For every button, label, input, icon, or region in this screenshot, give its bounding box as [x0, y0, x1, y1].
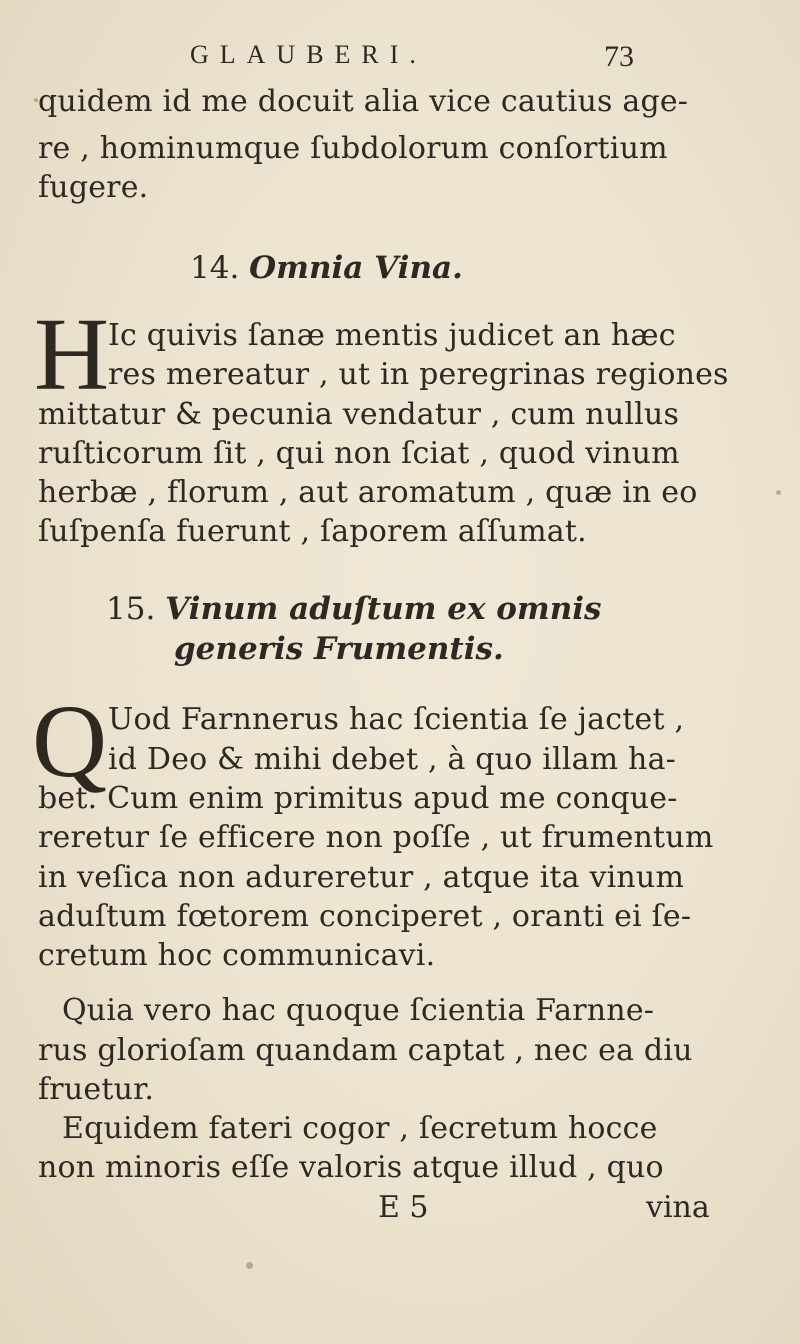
catchword: vina: [646, 1190, 710, 1225]
paper-speck: [776, 490, 781, 495]
text-line: ſuſpenſa fuerunt , ſaporem aſſumat.: [38, 514, 587, 549]
text-line: fruetur.: [38, 1072, 155, 1107]
section-heading-15: [106, 590, 601, 628]
section-title: Vinum aduſtum ex omnis: [165, 591, 602, 627]
section-number: 14.: [190, 250, 240, 286]
section-number: 15.: [106, 591, 156, 627]
drop-cap: H: [34, 297, 110, 412]
section-heading-15-continued: [174, 630, 504, 668]
page-number: 73: [604, 40, 634, 73]
text-line: Uod Farnnerus hac ſcientia ſe jactet ,: [108, 702, 685, 737]
text-line: re , hominumque ſubdolorum conſortium: [38, 131, 668, 166]
text-line: aduſtum fœtorem conciperet , oranti ei ſe-: [38, 899, 692, 934]
text-line: cretum hoc communicavi.: [38, 938, 436, 973]
text-line: herbæ , florum , aut aromatum , quæ in eo: [38, 475, 698, 510]
text-line: non minoris eſſe valoris atque illud , quo: [38, 1150, 664, 1185]
text-line: fugere.: [38, 170, 149, 205]
section-title: generis Frumentis.: [174, 631, 504, 667]
running-head: GLAUBERI.: [190, 40, 427, 69]
text-line: ruſticorum ſit , qui non ſciat , quod vinum: [38, 436, 680, 471]
text-line: in veſica non adureretur , atque ita vinum: [38, 860, 685, 895]
paper-speck: [246, 1262, 253, 1269]
text-line: res mereatur , ut in peregrinas regiones: [108, 357, 729, 392]
section-title: Omnia Vina.: [249, 250, 463, 286]
text-line: bet. Cum enim primitus apud me conque-: [38, 781, 678, 816]
text-line: quidem id me docuit alia vice cautius age-: [38, 84, 689, 119]
drop-cap: Q: [32, 684, 108, 799]
section-heading-14: [190, 249, 463, 287]
text-line: rus glorioſam quandam captat , nec ea diu: [38, 1033, 693, 1068]
text-line: Equidem fateri cogor , ſecretum hocce: [62, 1111, 658, 1146]
text-line: id Deo & mihi debet , à quo illam ha-: [108, 742, 676, 777]
text-line: Quia vero hac quoque ſcientia Farnne-: [62, 993, 655, 1028]
text-line: Ic quivis ſanæ mentis judicet an hæc: [108, 318, 676, 353]
signature-mark: E 5: [378, 1190, 429, 1225]
text-line: mittatur & pecunia vendatur , cum nullus: [38, 397, 680, 432]
text-line: reretur ſe efficere non poſſe , ut frumentum: [38, 820, 714, 855]
